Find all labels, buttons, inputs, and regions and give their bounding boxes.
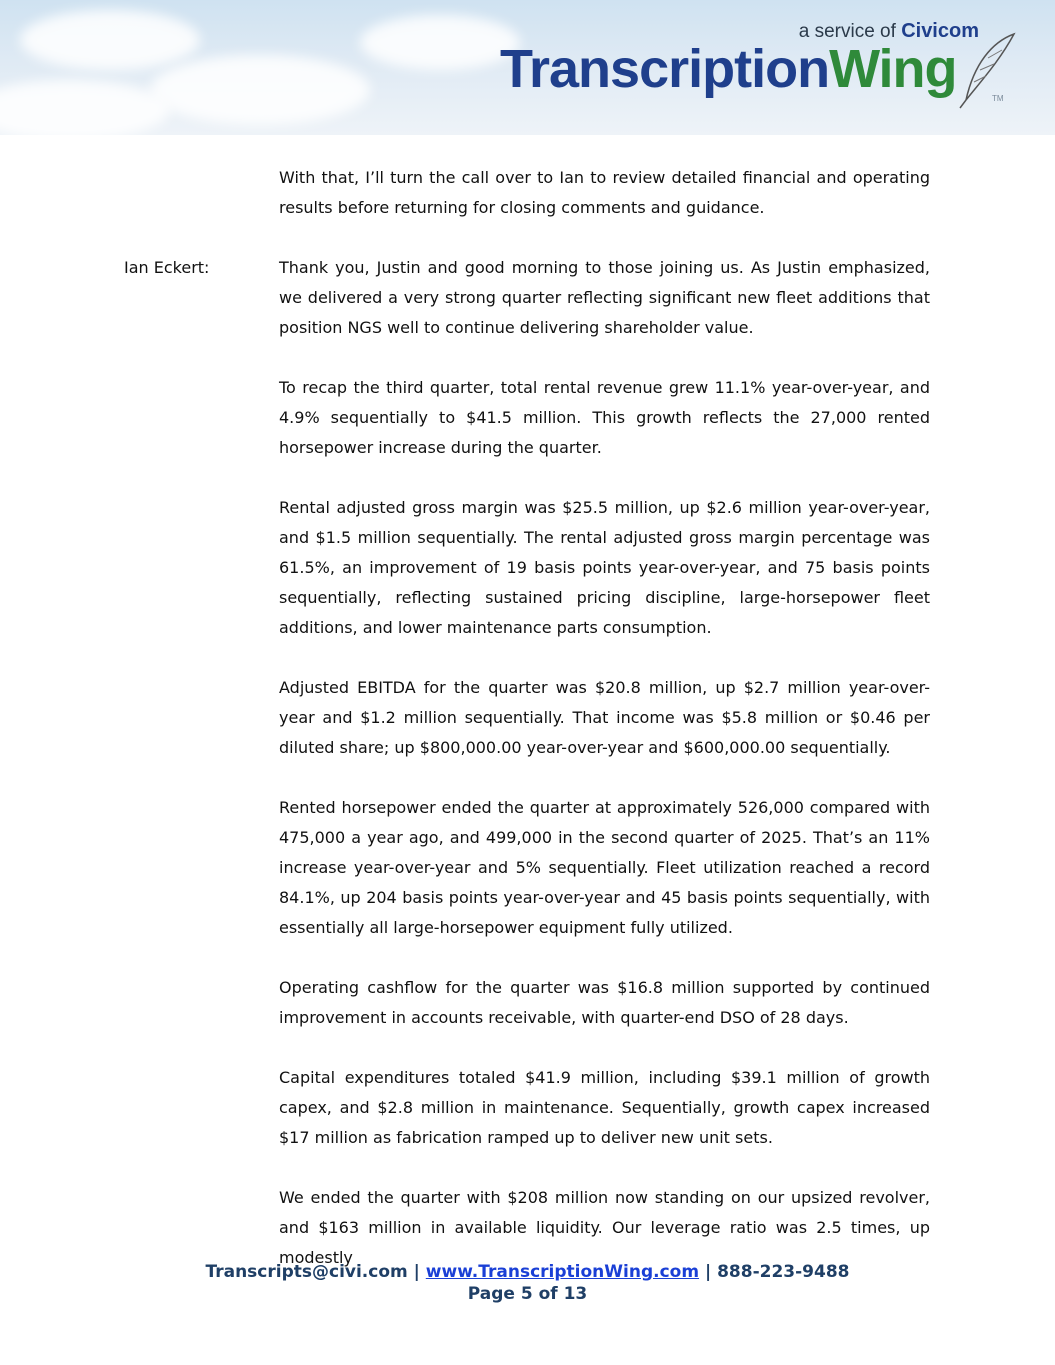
transcript-paragraph: We ended the quarter with $208 million now standing on our upsized revolver, and $163 million in available liquidity. Our leverage ratio was 2.5 times, up modestly [279,1188,930,1267]
footer-separator: | [699,1262,718,1282]
footer-separator: | [407,1262,426,1282]
transcript-paragraph: Thank you, Justin and good morning to those joining us. As Justin emphasized, we delivered a very strong quarter reflecting significant new fleet additions that position NGS well to continue delivering shareholder value. [279,258,930,337]
transcript-paragraph: Rented horsepower ended the quarter at approximately 526,000 compared with 475,000 a year ago, and 499,000 in the second quarter of 2025. That’s an 11% increase year-over-year and 5% sequentially. Fleet utilization reached a record 84.1%, up 204 basis points year-over-year and 45 basis points sequentially, with essentially all large-horsepower equipment fully utilized. [279,798,930,937]
page-number: Page 5 of 13 [467,1284,588,1304]
cloud-decoration [150,55,370,125]
cloud-decoration [0,80,170,135]
transcript-paragraph: Rental adjusted gross margin was $25.5 million, up $2.6 million year-over-year, and $1.5 million sequentially. The rental adjusted gross margin percentage was 61.5%, an improvement of 19 basis points year-over-year, and 75 basis points sequentially, reflecting sustained pricing discipline, large-horsepower fleet additions, and lower maintenance parts consumption. [279,498,930,637]
transcript-body [0,163,1055,1303]
contact-email[interactable]: Transcripts@civi.com [205,1262,408,1282]
logo-part1: Transcription [500,39,830,99]
feather-icon [952,30,1022,110]
transcript-entry [0,793,1055,943]
transcript-entry [0,973,1055,1033]
website-link[interactable]: www.TranscriptionWing.com [425,1262,700,1282]
transcript-paragraph: Operating cashflow for the quarter was $16.8 million supported by continued improvement in accounts receivable, with quarter-end DSO of 28 days. [279,978,930,1027]
contact-line [0,1261,1055,1283]
transcript-paragraph: To recap the third quarter, total rental revenue grew 11.1% year-over-year, and 4.9% sequentially to $41.5 million. This growth reflects the 27,000 rented horsepower increase during the quarter. [279,378,930,457]
transcript-entry [0,1183,1055,1273]
contact-phone: 888-223-9488 [717,1262,850,1282]
service-prefix: a service of [798,21,896,42]
logo-part2: Wing [829,39,957,99]
cloud-decoration [20,10,200,70]
transcript-entry [0,1063,1055,1153]
transcript-entry [0,673,1055,763]
speaker-name: Ian Eckert: [124,258,210,277]
cloud-decoration [360,15,520,70]
page-footer [0,1261,1055,1305]
transcript-paragraph: Capital expenditures totaled $41.9 million, including $39.1 million of growth capex, and $2.8 million in maintenance. Sequentially, growth capex increased $17 million as fabrication ramped up to deliver new unit sets. [279,1068,930,1147]
transcript-paragraph: Adjusted EBITDA for the quarter was $20.8 million, up $2.7 million year-over-year and $1.2 million sequentially. That income was $5.8 million or $0.46 per diluted share; up $800,000.00 year-over-year and $600,000.00 sequentially. [279,678,930,757]
transcript-entry [0,163,1055,223]
page-header [0,0,1055,135]
transcript-entry [0,373,1055,463]
trademark-mark: TM [992,94,1004,103]
transcript-entry [0,493,1055,643]
transcriptionwing-logo [500,39,957,99]
transcript-paragraph: With that, I’ll turn the call over to Ian to review detailed financial and operating results before returning for closing comments and guidance. [279,168,930,217]
transcript-entry [0,253,1055,343]
civicom-brand: Civicom [901,20,979,42]
